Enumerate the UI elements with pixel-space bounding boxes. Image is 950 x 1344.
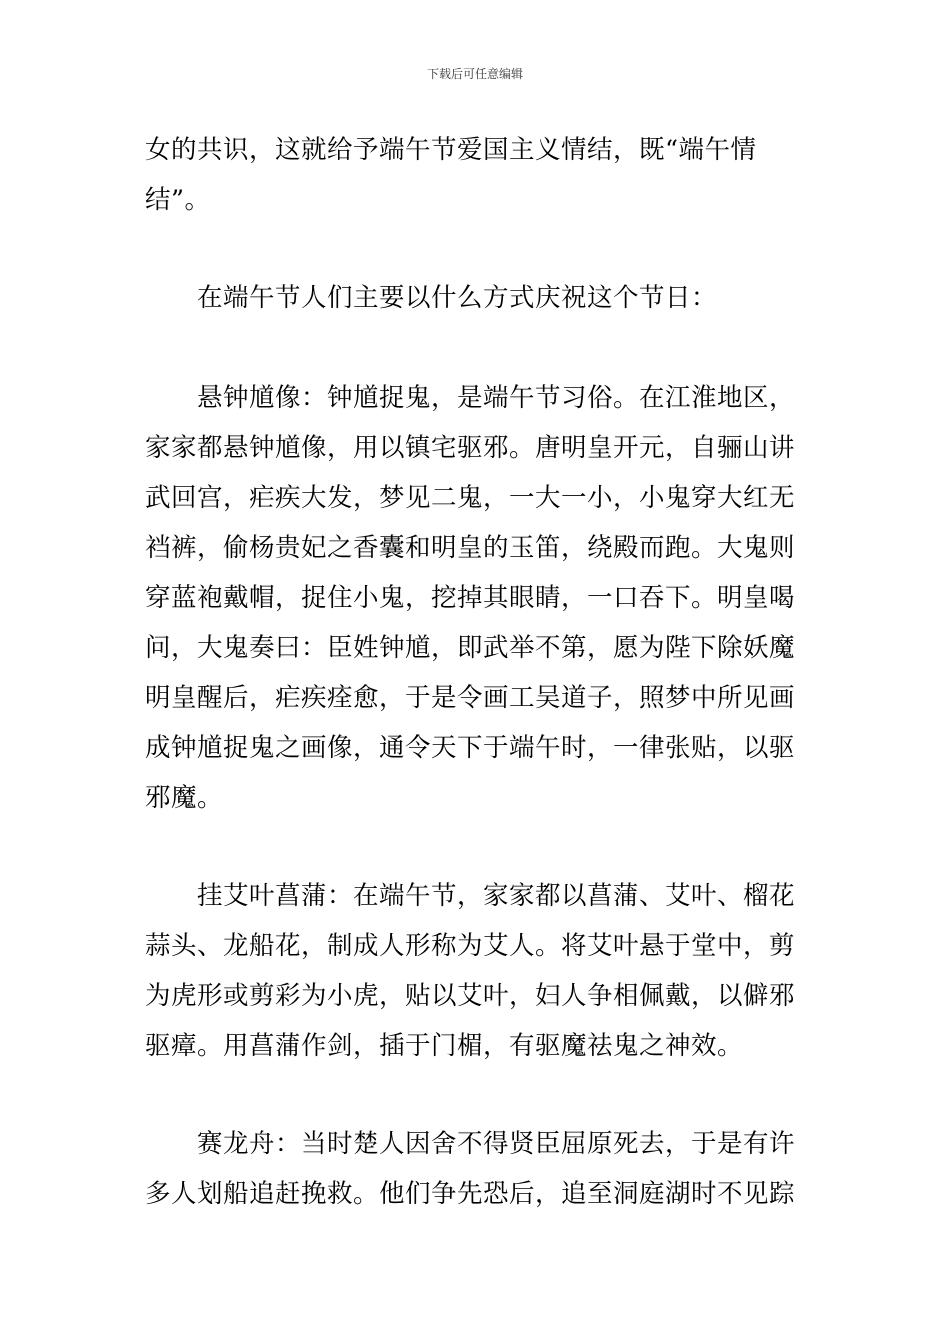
text-line: 成钟馗捉鬼之画像，通令天下于端午时，一律张贴，以驱 xyxy=(145,733,796,763)
text-line: 武回宫，疟疾大发，梦见二鬼，一大一小，小鬼穿大红无 xyxy=(145,483,796,513)
page-header: 下载后可任意编辑 xyxy=(426,67,523,81)
text-line: 穿蓝袍戴帽，捉住小鬼，挖掉其眼睛，一口吞下。明皇喝 xyxy=(145,583,796,613)
text-line: 女的共识，这就给予端午节爱国主义情结，既“端午情 xyxy=(145,135,757,165)
paragraph-dragon-boat xyxy=(145,1119,807,1219)
text-line: 在端午节人们主要以什么方式庆祝这个节日： xyxy=(145,283,718,313)
text-line: 驱瘴。用菖蒲作剑，插于门楣，有驱魔祛鬼之神效。 xyxy=(145,1031,744,1061)
paragraph-aiye-changpu xyxy=(145,871,807,1071)
paragraph-continuation xyxy=(145,125,807,225)
text-line: 问，大鬼奏曰：臣姓钟馗，即武举不第，愿为陛下除妖魔 xyxy=(145,633,796,663)
text-line: 裆裤，偷杨贵妃之香囊和明皇的玉笛，绕殿而跑。大鬼则 xyxy=(145,533,796,563)
text-line: 赛龙舟：当时楚人因舍不得贤臣屈原死去，于是有许 xyxy=(145,1129,796,1159)
text-line: 蒜头、龙船花，制成人形称为艾人。将艾叶悬于堂中，剪 xyxy=(145,931,796,961)
text-line: 家家都悬钟馗像，用以镇宅驱邪。唐明皇开元，自骊山讲 xyxy=(145,433,796,463)
text-line: 为虎形或剪彩为小虎，贴以艾叶，妇人争相佩戴，以僻邪 xyxy=(145,981,796,1011)
text-line: 多人划船追赶挽救。他们争先恐后，追至洞庭湖时不见踪 xyxy=(145,1179,796,1209)
text-line: 悬钟馗像：钟馗捉鬼，是端午节习俗。在江淮地区， xyxy=(145,383,796,413)
text-line: 结”。 xyxy=(145,185,211,215)
paragraph-zhongkui xyxy=(145,373,807,823)
text-line: 挂艾叶菖蒲：在端午节，家家都以菖蒲、艾叶、榴花 xyxy=(145,881,796,911)
text-line: 明皇醒后，疟疾痊愈，于是令画工吴道子，照梦中所见画 xyxy=(145,683,796,713)
paragraph-question xyxy=(145,273,807,323)
text-line: 邪魔。 xyxy=(145,783,224,813)
